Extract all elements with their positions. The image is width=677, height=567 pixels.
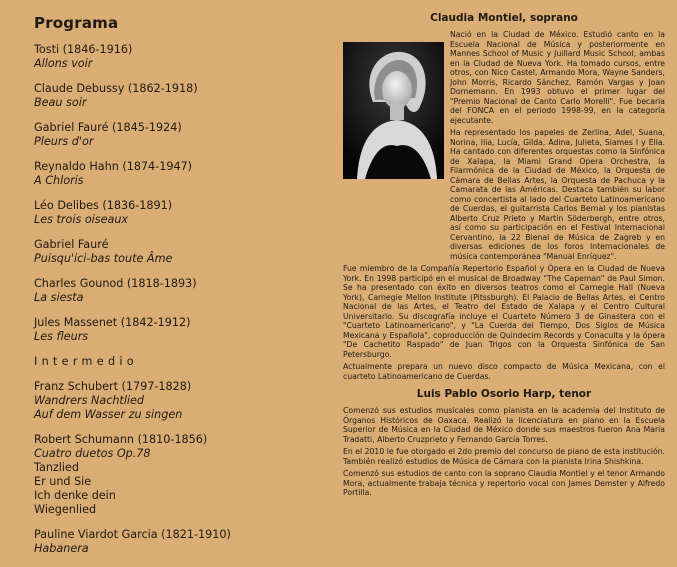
- composer: Pauline Viardot Garcia (1821-1910): [34, 528, 231, 541]
- work-title: A Chloris: [34, 174, 84, 187]
- work-title: Les fleurs: [34, 330, 89, 343]
- composer: Franz Schubert (1797-1828): [34, 380, 192, 393]
- song-title: Tanzlied: [34, 461, 79, 474]
- program-item: [34, 238, 324, 266]
- work-title: Les trois oiseaux: [34, 213, 129, 226]
- work-title: Auf dem Wasser zu singen: [34, 408, 183, 421]
- composer: Robert Schumann (1810-1856): [34, 433, 208, 446]
- work-title: Beau soir: [34, 96, 87, 109]
- soprano-bio-paragraph: Ha representado los papeles de Zerlina, Adel, Suana, Norina, Ilia, Lucía, Gilda, Adina, Julieta, Siames I y Ella. Ha cantado con diferentes orquestas como la Sinfónica de Xalapa, la Miami Grand Opera Orchestra, la Filarmónica de la Ciudad de México, la Orquesta de Cámara de Bellas Artes, la Orquesta de Pachuca y la Camarata de las Américas. Destaca también su labor como concertista al lado del Cuarteto Latinoamericano de Cuerdas, el guitarrista Carlos Bernal y los pianistas Alberto Cruz Prieto y Martin Söderbergh, entre otros, así como su participación en el Festival Internacional Cervantino, la 22 Bienal de Música de Zagreb y en diversas ediciones de los foros Internacionales de música contemporánea "Manual Enríquez".: [450, 128, 665, 261]
- composer: Charles Gounod (1818-1893): [34, 277, 197, 290]
- tenor-bio-paragraph: Comenzó sus estudios musicales como pianista en la academia del Instituto de Órganos Históricos de Oaxaca. Realizó la licenciatura en piano en la Escuela Superior de Música en la Ciudad de México donde sus maestros fueron Ana María Tradatti, Alberto Cruzprieto y Fernando García Torres.: [343, 406, 665, 444]
- song-title: Ich denke dein: [34, 489, 116, 502]
- song-title: Wiegenlied: [34, 503, 97, 516]
- program-item: [34, 316, 324, 344]
- program-item: [34, 82, 324, 110]
- work-title: Pleurs d'or: [34, 135, 94, 148]
- work-title: Cuatro duetos Op.78: [34, 447, 151, 460]
- tenor-name: Luis Pablo Osorio Harp, tenor: [416, 388, 592, 400]
- portrait-image: [343, 42, 444, 179]
- composer: Claude Debussy (1862-1918): [34, 82, 198, 95]
- biographies-column: [343, 12, 665, 501]
- soprano-bio-paragraph: Fue miembro de la Compañía Repertorio Español y Ópera en la Ciudad de Nueva York. En 1998 participó en el musical de Broadway "The Capeman" de Paul Simon. Se ha presentado con éxito en diversos teatros como el Carnegie Hall (Nueva York), Carnegie Mellon Institute (Pitssburgh). El Palacio de Bellas Artes, el Centro Nacional de las Artes, el Teatro del Estado de Xalapa y el Centro Cultural Universitario. Su discografía incluye el Cuarteto Número 3 de Ginastera con el "Cuarteto Latinoamericano", y "La Cuerda del Tiempo, Dos Siglos de Música Mexicana y Española", coproducción de Quindecim Records y Conaculta y la ópera "De Cachetito Raspado" de Juan Trigos con la Orquesta Sinfónica de San Petersburgo.: [343, 264, 665, 359]
- soprano-bio-paragraph: Actualmente prepara un nuevo disco compacto de Música Mexicana, con el cuarteto Latinoamericano de Cuerdas.: [343, 362, 665, 381]
- program-column: [34, 14, 324, 567]
- composer: Jules Massenet (1842-1912): [34, 316, 191, 329]
- song-title: Er und Sie: [34, 475, 92, 488]
- soprano-bio-paragraph: Nació en la Ciudad de México. Estudió canto en la Escuela Nacional de Música y posteriormente en Mannes School of Music y Juillard Music School, ambas en la Ciudad de Nueva York. Ha tomado cursos, entre otros, con Nico Castel, Armando Mora, Wayne Sanders, John Morris, Ricardo Sánchez, Ramón Vargas y Joan Dornemann. En 1993 obtuvo el primer lugar del "Premio Nacional de Canto Carlo Morelli". Fue becaria del FONCA en el periodo 1998-99, en la categoría ejecutante.: [450, 30, 665, 125]
- composer: Gabriel Fauré (1845-1924): [34, 121, 182, 134]
- program-item: [34, 121, 324, 149]
- tenor-bio-paragraph: Comenzó sus estudios de canto con la soprano Claudia Montiel y el tenor Armando Mora, actualmente trabaja técnica y repertorio vocal con James Demster y Alfredo Portilla.: [343, 469, 665, 497]
- soprano-photo: [343, 42, 444, 179]
- program-item: [34, 43, 324, 71]
- program-item: [34, 528, 324, 556]
- program-title: Programa: [34, 14, 119, 32]
- work-title: Wandrers Nachtlied: [34, 394, 145, 407]
- program-item: [34, 433, 324, 517]
- program-item: [34, 380, 324, 422]
- work-title: Habanera: [34, 542, 89, 555]
- composer: Reynaldo Hahn (1874-1947): [34, 160, 193, 173]
- work-title: La siesta: [34, 291, 84, 304]
- program-item: [34, 160, 324, 188]
- intermission-label: Intermedio: [34, 355, 138, 368]
- work-title: Puisqu'ici-bas toute Âme: [34, 252, 173, 265]
- program-item: [34, 277, 324, 305]
- composer: Gabriel Fauré: [34, 238, 109, 251]
- composer: Léo Delibes (1836-1891): [34, 199, 173, 212]
- program-item: [34, 199, 324, 227]
- soprano-name: Claudia Montiel, soprano: [430, 12, 578, 24]
- composer: Tosti (1846-1916): [34, 43, 133, 56]
- work-title: Allons voir: [34, 57, 93, 70]
- tenor-bio-paragraph: En el 2010 le fue otorgado el 2do premio del concurso de piano de esta institución. También realizó estudios de Música de Cámara con la pianista Irina Shishkina.: [343, 447, 665, 466]
